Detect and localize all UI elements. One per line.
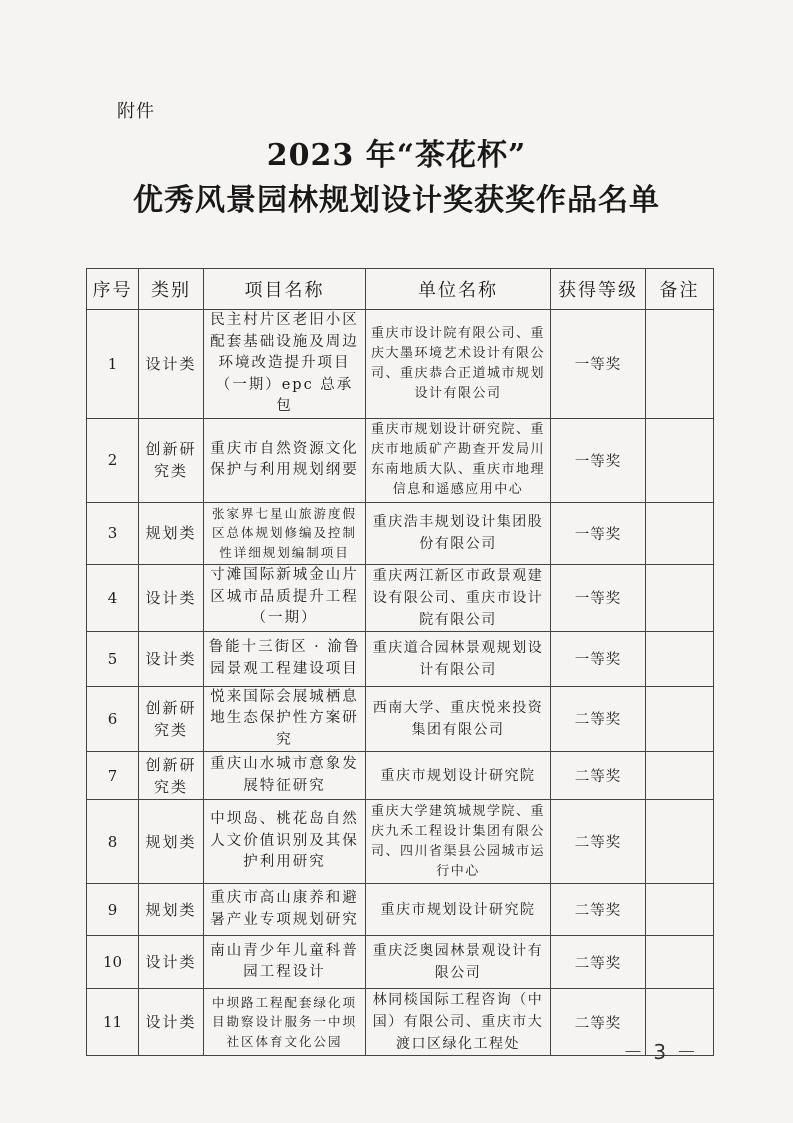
- column-header-unit: 单位名称: [366, 269, 551, 310]
- cell-project: 寸滩国际新城金山片区城市品质提升工程（一期）: [204, 564, 366, 631]
- cell-note: [646, 418, 714, 502]
- cell-unit: 重庆市规划设计研究院、重庆市地质矿产勘查开发局川东南地质大队、重庆市地理信息和遥感应用中心: [366, 418, 551, 502]
- cell-seq: 3: [87, 502, 139, 564]
- table-row: [87, 564, 714, 631]
- cell-note: [646, 502, 714, 564]
- cell-category: 设计类: [139, 989, 204, 1056]
- cell-category: 设计类: [139, 564, 204, 631]
- table-row: [87, 310, 714, 419]
- document-title-line2: 优秀风景园林规划设计奖获奖作品名单: [133, 183, 660, 218]
- cell-project: 鲁能十三街区 · 渝鲁园景观工程建设项目: [204, 631, 366, 686]
- cell-note: [646, 686, 714, 752]
- cell-project: 中坝岛、桃花岛自然人文价值识别及其保护利用研究: [204, 800, 366, 884]
- cell-seq: 11: [87, 989, 139, 1056]
- table-row: [87, 502, 714, 564]
- cell-award: 二等奖: [551, 686, 646, 752]
- column-header-project: 项目名称: [204, 269, 366, 310]
- cell-seq: 2: [87, 418, 139, 502]
- cell-note: [646, 631, 714, 686]
- column-header-category: 类别: [139, 269, 204, 310]
- cell-project: 中坝路工程配套绿化项目勘察设计服务一中坝社区体育文化公园: [204, 989, 366, 1056]
- cell-note: [646, 800, 714, 884]
- cell-project: 重庆山水城市意象发展特征研究: [204, 752, 366, 800]
- column-header-note: 备注: [646, 269, 714, 310]
- cell-seq: 8: [87, 800, 139, 884]
- column-header-seq: 序号: [87, 269, 139, 310]
- cell-seq: 6: [87, 686, 139, 752]
- cell-seq: 5: [87, 631, 139, 686]
- attachment-label: 附件: [117, 101, 155, 122]
- table-row: [87, 989, 714, 1056]
- cell-category: 规划类: [139, 884, 204, 936]
- cell-project: 重庆市高山康养和避暑产业专项规划研究: [204, 884, 366, 936]
- document-title-line1: 2023 年“茶花杯”: [266, 138, 527, 173]
- table-row: [87, 686, 714, 752]
- cell-note: [646, 936, 714, 989]
- cell-unit: 重庆市规划设计研究院: [366, 884, 551, 936]
- cell-unit: 西南大学、重庆悦来投资集团有限公司: [366, 686, 551, 752]
- table-row: [87, 800, 714, 884]
- table-row: [87, 884, 714, 936]
- cell-award: 二等奖: [551, 989, 646, 1056]
- cell-category: 规划类: [139, 800, 204, 884]
- cell-note: [646, 310, 714, 419]
- page-number: － 3 －: [623, 1040, 699, 1064]
- cell-award: 二等奖: [551, 800, 646, 884]
- cell-award: 一等奖: [551, 631, 646, 686]
- cell-note: [646, 884, 714, 936]
- cell-unit: 重庆浩丰规划设计集团股份有限公司: [366, 502, 551, 564]
- cell-seq: 1: [87, 310, 139, 419]
- award-list-table: [86, 268, 714, 1056]
- cell-award: 二等奖: [551, 936, 646, 989]
- cell-project: 民主村片区老旧小区配套基础设施及周边环境改造提升项目（一期）epc 总承包: [204, 310, 366, 419]
- cell-project: 悦来国际会展城栖息地生态保护性方案研究: [204, 686, 366, 752]
- cell-category: 设计类: [139, 631, 204, 686]
- column-header-award: 获得等级: [551, 269, 646, 310]
- table-row: [87, 631, 714, 686]
- cell-award: 一等奖: [551, 502, 646, 564]
- cell-project: 南山青少年儿童科普园工程设计: [204, 936, 366, 989]
- cell-project: 张家界七星山旅游度假区总体规划修编及控制性详细规划编制项目: [204, 502, 366, 564]
- cell-category: 设计类: [139, 936, 204, 989]
- cell-unit: 林同棪国际工程咨询（中国）有限公司、重庆市大渡口区绿化工程处: [366, 989, 551, 1056]
- cell-category: 创新研究类: [139, 752, 204, 800]
- cell-unit: 重庆市规划设计研究院: [366, 752, 551, 800]
- cell-category: 创新研究类: [139, 686, 204, 752]
- table-row: [87, 936, 714, 989]
- table-row: [87, 418, 714, 502]
- cell-note: [646, 752, 714, 800]
- table-header-row: [87, 269, 714, 310]
- cell-award: 一等奖: [551, 418, 646, 502]
- cell-unit: 重庆道合园林景观规划设计有限公司: [366, 631, 551, 686]
- cell-seq: 9: [87, 884, 139, 936]
- cell-award: 二等奖: [551, 752, 646, 800]
- cell-project: 重庆市自然资源文化保护与利用规划纲要: [204, 418, 366, 502]
- cell-seq: 10: [87, 936, 139, 989]
- cell-category: 创新研究类: [139, 418, 204, 502]
- cell-seq: 7: [87, 752, 139, 800]
- cell-unit: 重庆两江新区市政景观建设有限公司、重庆市设计院有限公司: [366, 564, 551, 631]
- cell-note: [646, 564, 714, 631]
- cell-category: 设计类: [139, 310, 204, 419]
- cell-award: 一等奖: [551, 564, 646, 631]
- cell-seq: 4: [87, 564, 139, 631]
- cell-award: 一等奖: [551, 310, 646, 419]
- cell-award: 二等奖: [551, 884, 646, 936]
- table-row: [87, 752, 714, 800]
- cell-unit: 重庆泛奥园林景观设计有限公司: [366, 936, 551, 989]
- cell-category: 规划类: [139, 502, 204, 564]
- cell-unit: 重庆大学建筑城规学院、重庆九禾工程设计集团有限公司、四川省渠县公园城市运行中心: [366, 800, 551, 884]
- cell-unit: 重庆市设计院有限公司、重庆大墨环境艺术设计有限公司、重庆恭合正道城市规划设计有限公司: [366, 310, 551, 419]
